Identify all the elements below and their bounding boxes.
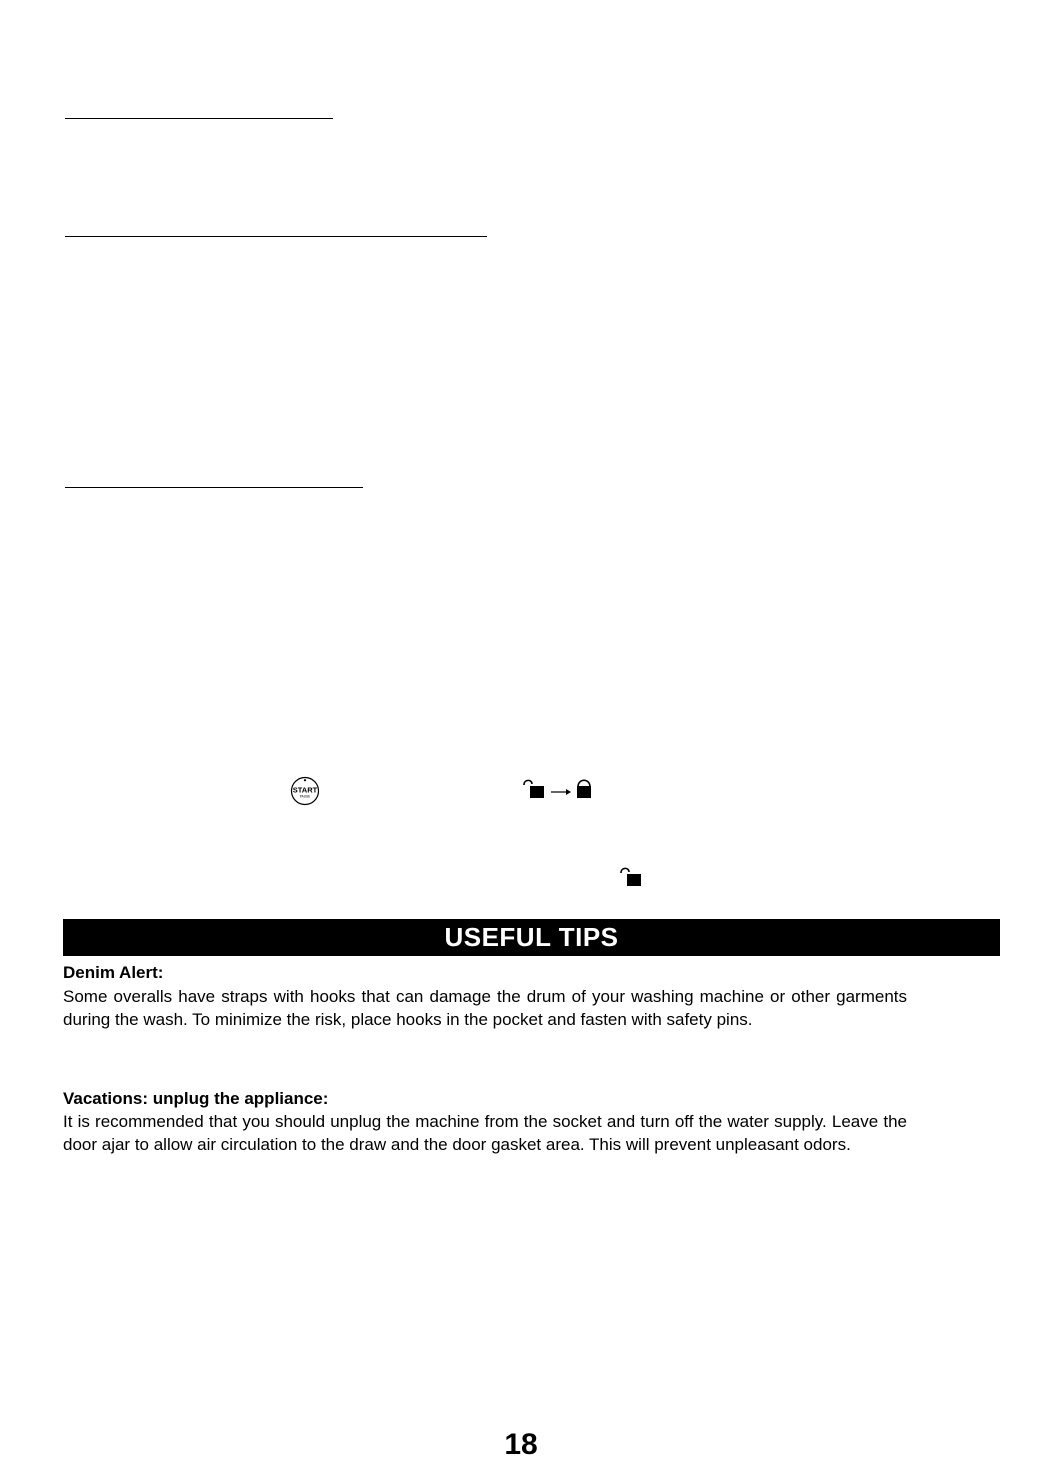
tip-heading-vacations: Vacations: unplug the appliance:	[63, 1089, 329, 1108]
tip-heading-denim: Denim Alert:	[63, 963, 164, 982]
section-underline	[65, 487, 363, 488]
section-underline	[65, 236, 487, 237]
start-label: START	[292, 785, 318, 795]
tip-body-vacations: It is recommended that you should unplug the machine from the socket and turn off the water supply. Leave the door ajar to allow air circulation to the draw and the door gasket area. This will prevent unpleasant odors.	[63, 1112, 907, 1154]
tip-body-denim: Some overalls have straps with hooks that can damage the drum of your washing machine or other garments during the wash. To minimize the risk, place hooks in the pocket and fasten with safety pins.	[63, 987, 907, 1029]
lock-to-unlock-icon	[520, 776, 594, 800]
useful-tips-banner: USEFUL TIPS	[63, 919, 1000, 956]
pause-label: PAUSE	[299, 794, 311, 799]
lock-open-icon	[618, 864, 646, 888]
section-underline	[65, 118, 333, 119]
page-number: 18	[504, 1428, 538, 1461]
start-pause-button-icon	[290, 776, 320, 806]
